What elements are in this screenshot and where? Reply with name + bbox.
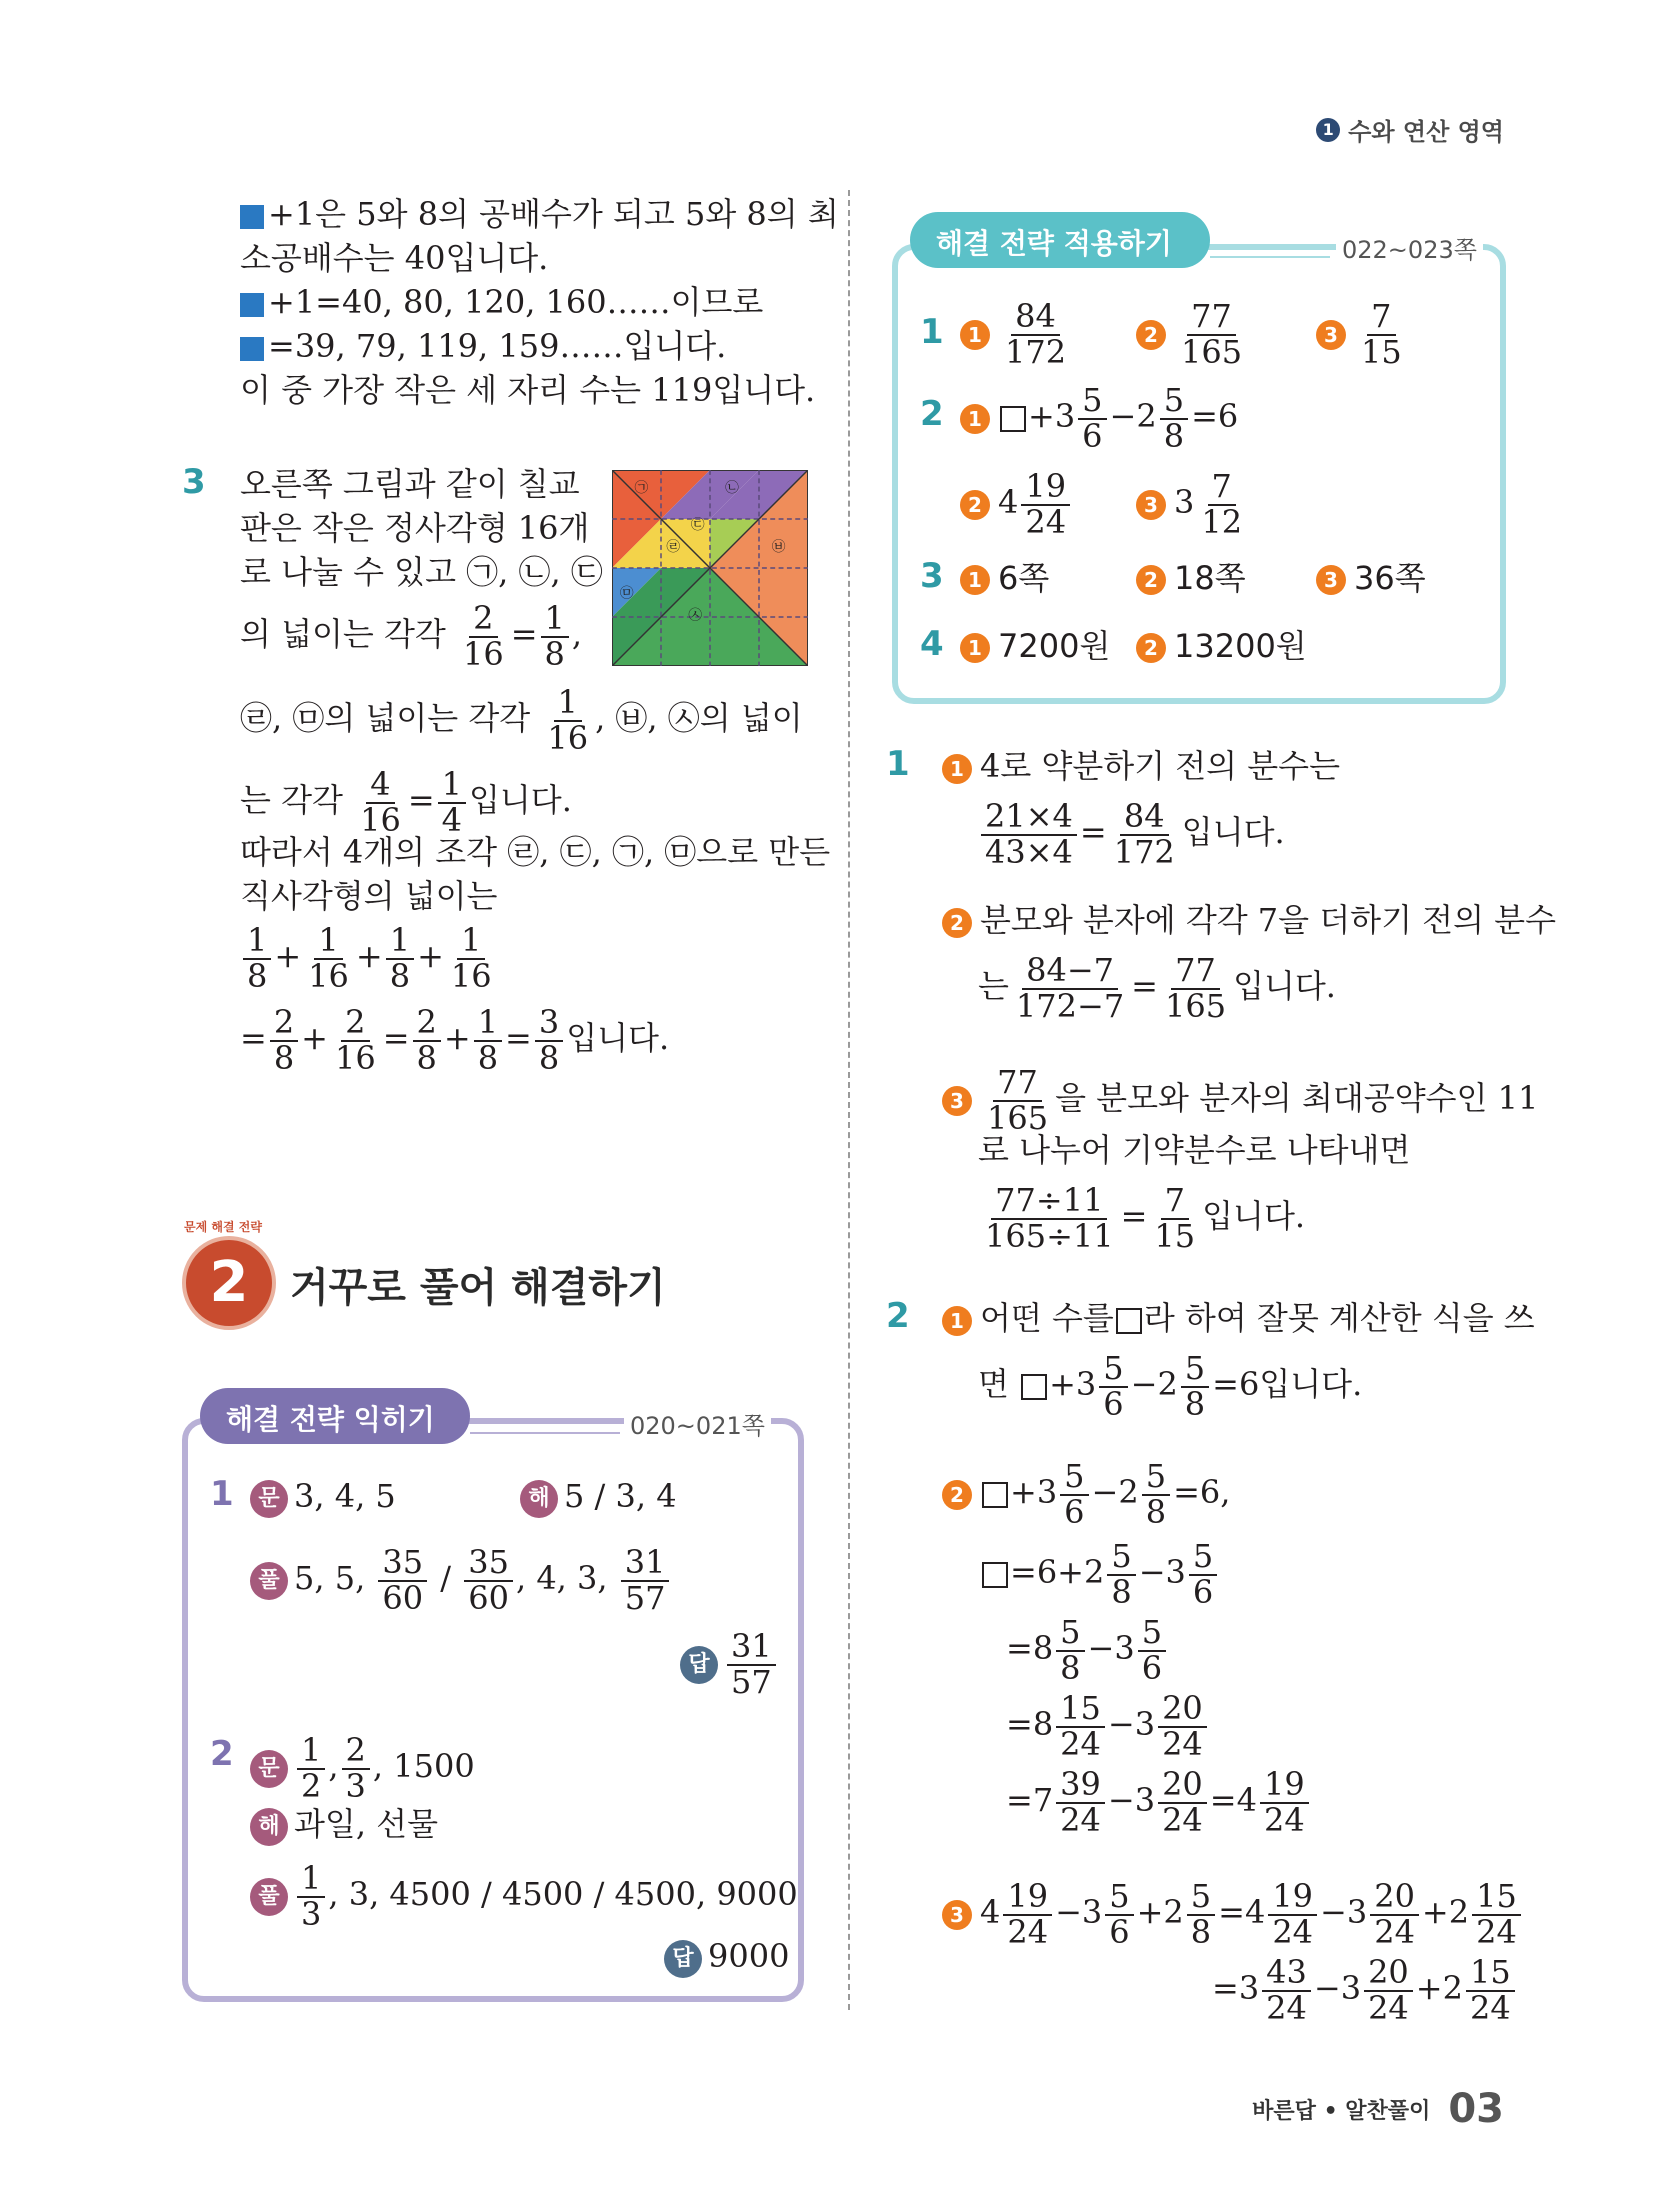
p3-line-7: 따라서 4개의 조각 ㉣, ㉢, ㉠, ㉤으로 만든 bbox=[240, 833, 831, 871]
pr-3-number: 3 bbox=[920, 556, 944, 596]
blank-box bbox=[982, 1482, 1008, 1508]
pl-item-2-hae: 해 과일, 선물 bbox=[250, 1802, 438, 1846]
tangram-label bbox=[666, 539, 680, 555]
pr-4-number: 4 bbox=[920, 624, 944, 664]
p3-line-1: 오른쪽 그림과 같이 칠교 bbox=[240, 465, 580, 503]
p3-line-8: 직사각형의 넓이는 bbox=[240, 877, 498, 915]
sol1-number: 1 bbox=[886, 744, 910, 784]
p3-line-2: 판은 작은 정사각형 16개 bbox=[240, 509, 590, 547]
p3-sum-line-2: = $\frac{2}{8}$ + $\frac{2}{16}$ = $\frac{2}{8}$ + $\frac{1}{8}$ = $\frac{3}{8}$ 입니다. bbox=[240, 1003, 670, 1077]
section-2-title: 거꾸로 풀어 해결하기 bbox=[290, 1265, 666, 1311]
p3-line-5: ㉣, ㉤의 넓이는 각각 $\frac{1}{16}$ , ㉥, ㉦의 넓이 bbox=[240, 683, 803, 757]
pr-3-a: 1 6쪽 bbox=[960, 556, 1049, 600]
pr-3-c: 3 36쪽 bbox=[1316, 556, 1426, 600]
panel-right-pages: 022~023쪽 bbox=[1336, 230, 1483, 265]
section-header bbox=[1316, 112, 1504, 147]
pr-1-number: 1 bbox=[920, 312, 944, 352]
sol2-b-l5: =7 $\frac{39}{24}$ −3 $\frac{20}{24}$ =4 $\frac{19}{24}$ bbox=[1006, 1768, 1312, 1837]
pr-4-b: 2 13200원 bbox=[1136, 624, 1307, 668]
tangram-label bbox=[620, 585, 634, 601]
blank-box bbox=[1000, 406, 1026, 432]
blue-square-icon bbox=[240, 293, 264, 317]
left-line-4: =39, 79, 119, 159……입니다. bbox=[240, 324, 726, 368]
sol2-c-l2: =3 $\frac{43}{24}$ −3 $\frac{20}{24}$ +2 $\frac{15}{24}$ bbox=[1212, 1956, 1518, 2025]
footer-label: 바른답 • 알찬풀이 bbox=[1252, 2098, 1431, 2124]
pr-1-b: 2 $\frac{77}{165}$ bbox=[1136, 300, 1249, 369]
pr-4-a: 1 7200원 bbox=[960, 624, 1110, 668]
tangram-figure bbox=[612, 470, 808, 666]
pl-item-2-pul: 풀 $\frac{1}{3}$ , 3, 4500 / 4500 / 4500, 9000 bbox=[250, 1862, 798, 1931]
problem-3-number: 3 bbox=[182, 462, 206, 502]
p3-line-3: 로 나눌 수 있고 ㉠, ㉡, ㉢ bbox=[240, 553, 603, 591]
pr-2-a: 1 +3 $\frac{5}{6}$ −2 $\frac{5}{8}$ =6 bbox=[960, 384, 1238, 453]
pr-2-number: 2 bbox=[920, 394, 944, 434]
sol1-c-text: 3 $\frac{77}{165}$ 을 분모와 분자의 최대공약수인 11 bbox=[942, 1066, 1538, 1135]
section-number-badge: 1 bbox=[1316, 118, 1340, 142]
pl-item-1-mun: 문 3, 4, 5 bbox=[250, 1474, 396, 1518]
tangram-label bbox=[772, 539, 786, 555]
column-divider bbox=[848, 190, 850, 2010]
sol1-b-eq: 는 $\frac{84-7}{172-7}$ = $\frac{77}{165}$ 입니다. bbox=[978, 951, 1336, 1025]
sol2-c-l1: 3 4 $\frac{19}{24}$ −3 $\frac{5}{6}$ +2 $\frac{5}{8}$ =4 $\frac{19}{24}$ −3 $\frac{20}{24}$ +2 $\frac{15}{24}$ bbox=[942, 1880, 1524, 1949]
panel-left-pages: 020~021쪽 bbox=[624, 1406, 771, 1441]
pl-item-1-pul: 풀 5, 5, $\frac{35}{60}$ / $\frac{35}{60}$ , 4, 3, $\frac{31}{57}$ bbox=[250, 1546, 672, 1615]
tangram-label bbox=[688, 607, 702, 623]
blue-square-icon bbox=[240, 205, 264, 229]
blue-square-icon bbox=[240, 337, 264, 361]
blank-box bbox=[1021, 1374, 1047, 1400]
p3-line-4: 의 넓이는 각각 $\frac{2}{16}$ = $\frac{1}{8}$ , bbox=[240, 599, 583, 673]
pl-item-2-dap: 답 9000 bbox=[664, 1934, 789, 1978]
blank-box bbox=[1116, 1308, 1142, 1334]
p3-sum-line-1: $\frac{1}{8}$ + $\frac{1}{16}$ + $\frac{1}{8}$ + $\frac{1}{16}$ bbox=[240, 924, 499, 993]
pr-3-b: 2 18쪽 bbox=[1136, 556, 1246, 600]
tangram-label bbox=[635, 480, 649, 496]
panel-right-title: 해결 전략 적용하기 bbox=[936, 227, 1172, 260]
sol2-b-l3: =8 $\frac{5}{8}$ −3 $\frac{5}{6}$ bbox=[1006, 1616, 1169, 1685]
section-2-badge: 2 문제 해결 전략 bbox=[182, 1236, 276, 1330]
sol1-a-eq: $\frac{21\times 4}{43\times 4}$ = $\frac{84}{172}$ 입니다. bbox=[978, 800, 1285, 869]
pl-item-2-mun: 문 $\frac{1}{2}$ , $\frac{2}{3}$ , 1500 bbox=[250, 1734, 475, 1803]
sol1-c-l2: 로 나누어 기약분수로 나타내면 bbox=[978, 1131, 1411, 1169]
sol2-a-text: 1 어떤 수를 라 하여 잘못 계산한 식을 쓰 bbox=[942, 1296, 1535, 1340]
divider-line bbox=[1210, 256, 1330, 258]
sol2-b-l1: 2 +3 $\frac{5}{6}$ −2 $\frac{5}{8}$ =6, bbox=[942, 1460, 1230, 1529]
sol1-c-eq: $\frac{77\div 11}{165\div 11}$ = $\frac{7}{15}$ 입니다. bbox=[985, 1181, 1306, 1255]
panel-left-title: 해결 전략 익히기 bbox=[226, 1403, 435, 1436]
footer bbox=[1252, 2086, 1504, 2132]
sol2-b-l4: =8 $\frac{15}{24}$ −3 $\frac{20}{24}$ bbox=[1006, 1692, 1210, 1761]
sol1-b-text: 2 분모와 분자에 각각 7을 더하기 전의 분수 bbox=[942, 898, 1556, 942]
sol2-a-eq: 면 +3 $\frac{5}{6}$ −2 $\frac{5}{8}$ =6입니다. bbox=[978, 1349, 1363, 1423]
pl-item-2-number: 2 bbox=[210, 1734, 234, 1774]
p3-line-6: 는 각각 $\frac{4}{16}$ = $\frac{1}{4}$ 입니다. bbox=[240, 765, 572, 839]
sol1-a-text: 1 4로 약분하기 전의 분수는 bbox=[942, 744, 1340, 788]
section-title: 수와 연산 영역 bbox=[1348, 118, 1504, 146]
divider-line bbox=[470, 1432, 620, 1434]
pr-2-c: 3 3 $\frac{7}{12}$ bbox=[1136, 470, 1249, 539]
sol2-number: 2 bbox=[886, 1296, 910, 1336]
blank-box bbox=[982, 1562, 1008, 1588]
pl-item-1-hae: 해 5 / 3, 4 bbox=[520, 1474, 677, 1518]
pr-1-a: 1 $\frac{84}{172}$ bbox=[960, 300, 1073, 369]
pr-1-c: 3 $\frac{7}{15}$ bbox=[1316, 300, 1409, 369]
tangram-label bbox=[691, 517, 705, 533]
pl-item-1-dap: 답 $\frac{31}{57}$ bbox=[680, 1630, 779, 1699]
page-number: 03 bbox=[1448, 2086, 1504, 2132]
pl-item-1-number: 1 bbox=[210, 1474, 234, 1514]
tangram-label bbox=[725, 480, 739, 496]
pr-2-b: 2 4 $\frac{19}{24}$ bbox=[960, 470, 1073, 539]
left-line-2: 소공배수는 40입니다. bbox=[240, 239, 549, 277]
left-line-3: +1=40, 80, 120, 160……이므로 bbox=[240, 280, 763, 324]
left-line-1: +1은 5와 8의 공배수가 되고 5와 8의 최 bbox=[240, 192, 839, 236]
sol2-b-l2: =6+2 $\frac{5}{8}$ −3 $\frac{5}{6}$ bbox=[980, 1540, 1220, 1609]
left-line-5: 이 중 가장 작은 세 자리 수는 119입니다. bbox=[240, 371, 816, 409]
